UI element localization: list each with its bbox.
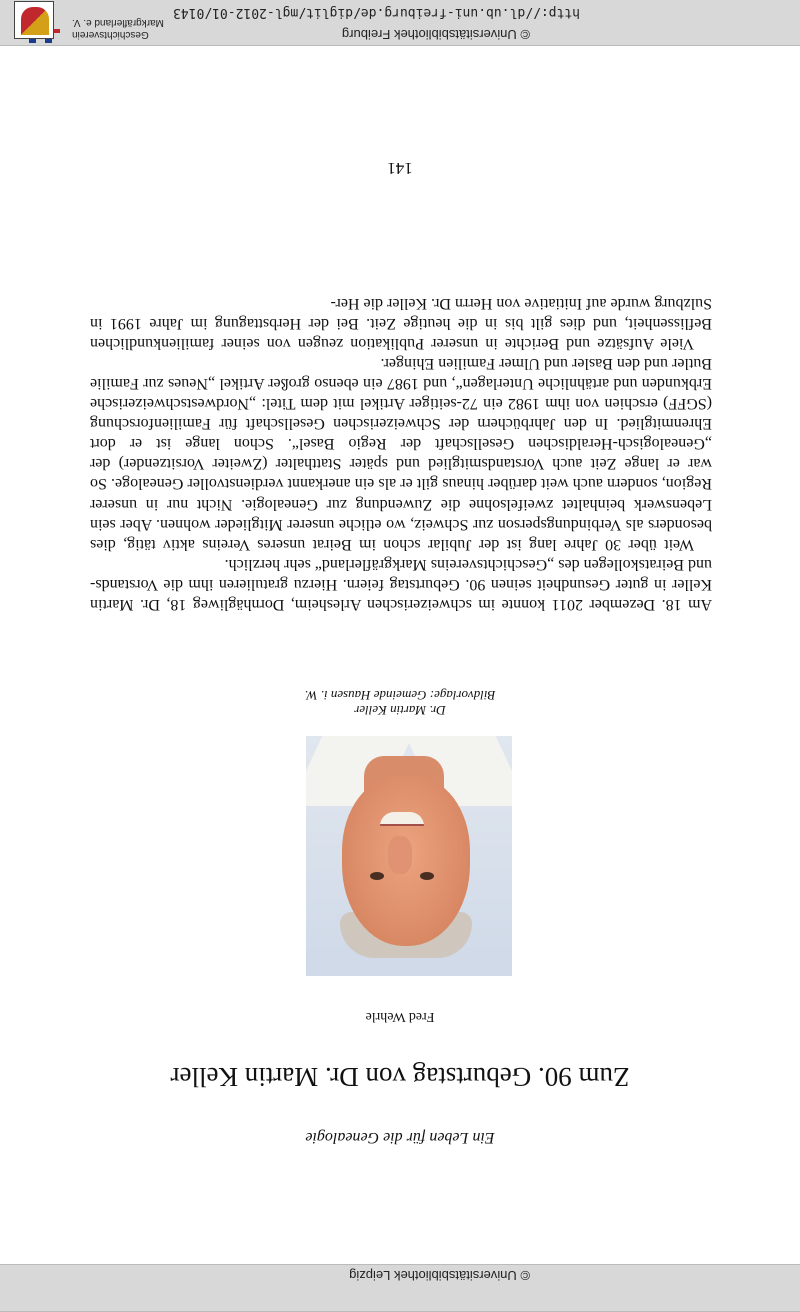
paragraph: Weit über 30 Jahre lang ist der Jubilar schon im Beirat unseres Vereins aktiv tätig, dies besonders als Verbindungsperson zur Schweiz, wo etliche unserer Mitglieder wohnen. Aber sein Lebenswerk beinhaltet zweifelsohne die Zuwendung zur Genealogie. Nicht nur in unserer Region, sondern auch weit darüber hinaus gilt er als ein anerkannt verdienstvoller Genealoge. So war er lange Zeit auch Vorstandsmitglied und später Statthalter (Zweiter Vorsitzender) der „Genealogisch-Heraldischen Gesellschaft der Regio Basel“. Schon lange ist er dort Ehrenmitglied. In den Jahrbüchern der Schweizerischen Gesellschaft für Familienforschung (SGFF) erschien von ihm 1982 ein 72-seitiger Artikel mit dem Titel: „Nordwestschweizerische Erbkunden und artähnliche Unterlagen“, und 1987 ein ebenso großer Artikel „Neues zur Familie Butler und den Basler und Ulmer Familien Ehinger. [90, 354, 712, 553]
coat-of-arms-icon[interactable] [14, 1, 54, 39]
society-line-2: Markgräflerland e. V. [72, 17, 164, 28]
article-author: Fred Wehrle [365, 1009, 435, 1024]
article-body [90, 293, 712, 615]
caption-credit: Bildvorlage: Gemeinde Hausen i. W. [304, 688, 496, 703]
article-title: Zum 90. Geburtstag von Dr. Martin Keller [170, 1062, 630, 1092]
permalink-url[interactable]: http://dl.ub.uni-freiburg.de/diglit/mgl-2012-01/0143 [173, 5, 580, 20]
society-name [72, 16, 182, 40]
paragraph: Viele Aufsätze und Berichte in unserer Publikation zeugen von seiner familienkundlichen Beflissenheit, und dies gilt bis in die heutige Zeit. Bei der Herbsttagung im Jahre 1991 in Sulzburg wurde auf Initiative von Herrn Dr. Keller die Her- [90, 294, 712, 352]
viewer-info-bar [0, 0, 800, 46]
paragraph: Am 18. Dezember 2011 konnte im schweizerischen Arlesheim, Dornhägliweg 18, Dr. Martin Keller in guter Gesundheit seinen 90. Geburtstag feiern. Hierzu gratulieren ihm die Vorstands- und Beiratskollegen des „Geschichtsvereins Markgräflerland“ sehr herzlich. [90, 555, 712, 613]
top-strip-copyright: © Universitätsbibliothek Leipzig [349, 1268, 530, 1283]
article-subtitle: Ein Leben für die Genealogie [305, 1129, 495, 1146]
copyright-text: © Universitätsbibliothek Freiburg [341, 27, 530, 42]
page-number: 141 [387, 159, 413, 178]
portrait-photo [306, 736, 512, 976]
caption-name: Dr. Martin Keller [354, 703, 446, 718]
society-line-1: Geschichtsverein [72, 29, 149, 40]
viewer-top-strip [0, 1264, 800, 1312]
photo-caption [0, 688, 800, 718]
